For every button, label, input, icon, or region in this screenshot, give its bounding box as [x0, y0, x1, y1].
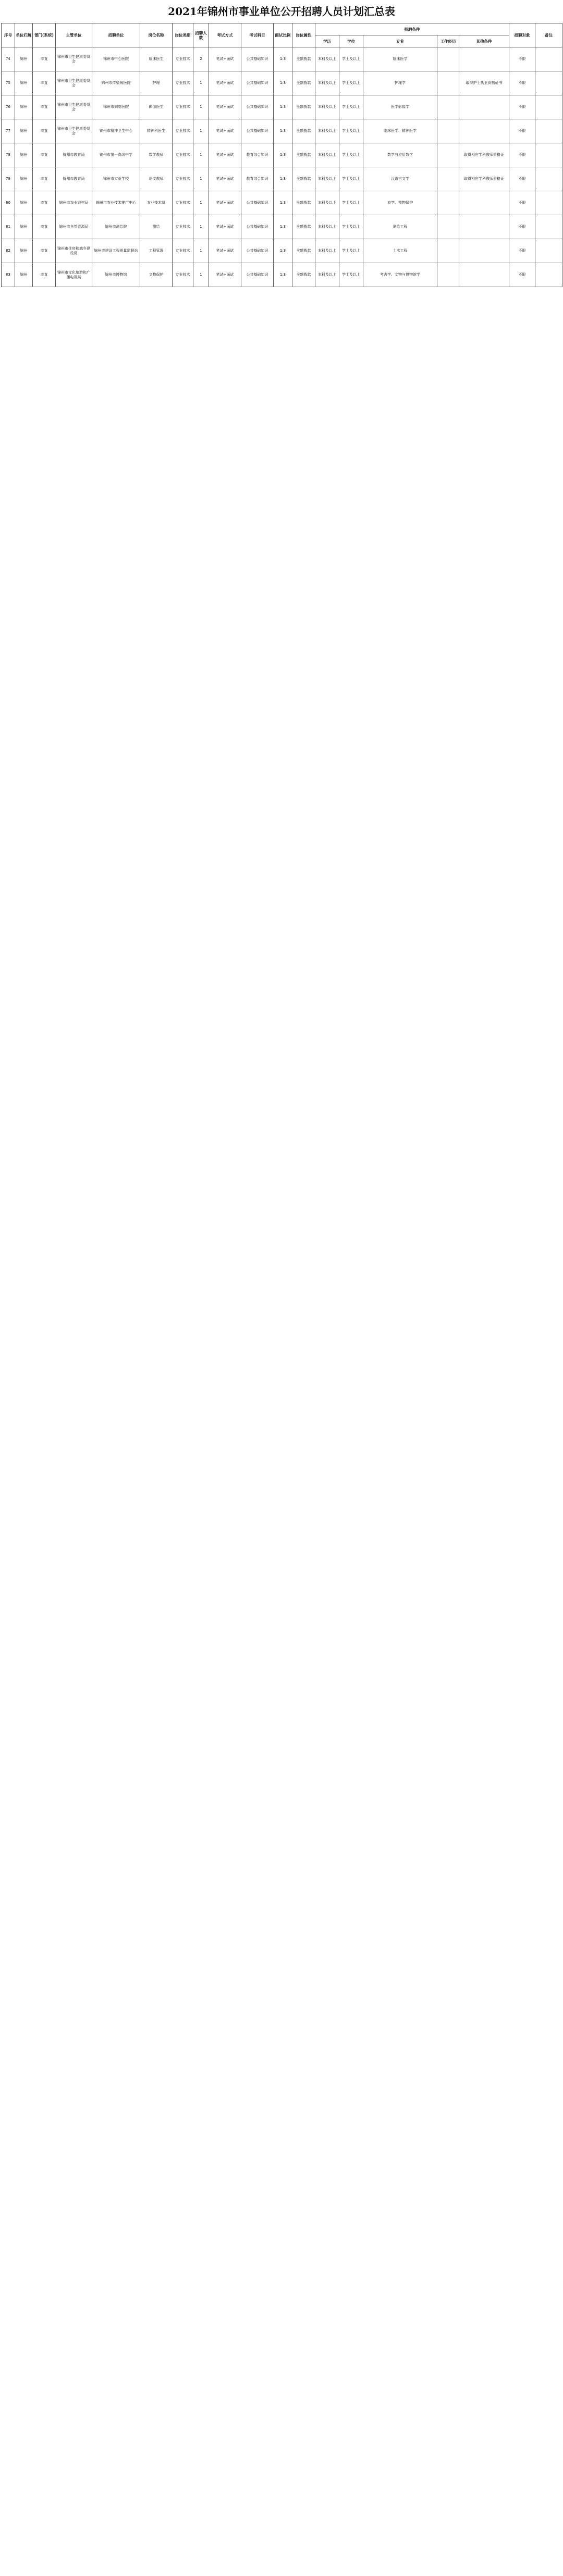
cell-exp: [437, 263, 459, 287]
header-dept: 主管单位: [56, 23, 92, 47]
cell-edu: 本科及以上: [315, 167, 339, 191]
cell-exp: [437, 215, 459, 239]
cell-num: 1: [193, 215, 209, 239]
cell-edu: 本科及以上: [315, 239, 339, 263]
table-row: [2, 215, 562, 239]
header-unit: 招聘单位: [92, 23, 140, 47]
cell-other: [459, 263, 509, 287]
cell-exp: [437, 167, 459, 191]
header-attr: 岗位属性: [292, 23, 315, 47]
cell-target: 不限: [509, 167, 535, 191]
cell-exp: [437, 191, 459, 215]
cell-system: 市直: [33, 95, 56, 119]
cell-edu: 本科及以上: [315, 47, 339, 71]
cell-exam: 笔试+面试: [209, 95, 241, 119]
cell-num: 1: [193, 191, 209, 215]
cell-num: 1: [193, 263, 209, 287]
cell-system: 市直: [33, 119, 56, 143]
cell-ratio: 1:3: [274, 263, 292, 287]
cell-system: 市直: [33, 71, 56, 95]
header-area: 单位归属: [15, 23, 33, 47]
cell-area: 锦州: [15, 95, 33, 119]
cell-degree: 学士及以上: [339, 239, 363, 263]
cell-major: 临床医学、精神医学: [363, 119, 437, 143]
cell-kind: 专业技术: [173, 95, 193, 119]
cell-exp: [437, 47, 459, 71]
table-row: [2, 119, 562, 143]
cell-note: [535, 191, 562, 215]
cell-subject: 教育综合知识: [241, 167, 274, 191]
cell-unit: 锦州市精神卫生中心: [92, 119, 140, 143]
cell-major: 测绘工程: [363, 215, 437, 239]
cell-ratio: 1:3: [274, 47, 292, 71]
cell-system: 市直: [33, 215, 56, 239]
cell-no: 76: [2, 95, 15, 119]
cell-area: 锦州: [15, 47, 33, 71]
cell-major: 汉语言文学: [363, 167, 437, 191]
cell-degree: 学士及以上: [339, 263, 363, 287]
table-row: [2, 191, 562, 215]
cell-subject: 公共基础知识: [241, 215, 274, 239]
cell-target: 不限: [509, 47, 535, 71]
cell-area: 锦州: [15, 263, 33, 287]
cell-system: 市直: [33, 47, 56, 71]
cell-subject: 公共基础知识: [241, 239, 274, 263]
cell-major: 考古学、文物与博物馆学: [363, 263, 437, 287]
cell-kind: 专业技术: [173, 143, 193, 167]
cell-degree: 学士及以上: [339, 47, 363, 71]
header-system: 部门(系统): [33, 23, 56, 47]
header-ratio: 面试比例: [274, 23, 292, 47]
cell-no: 74: [2, 47, 15, 71]
header-subject: 考试科目: [241, 23, 274, 47]
cell-kind: 专业技术: [173, 263, 193, 287]
cell-system: 市直: [33, 191, 56, 215]
cell-area: 锦州: [15, 239, 33, 263]
cell-no: 83: [2, 263, 15, 287]
cell-note: [535, 143, 562, 167]
cell-subject: 公共基础知识: [241, 263, 274, 287]
cell-post: 数学教师: [140, 143, 173, 167]
cell-num: 1: [193, 71, 209, 95]
cell-ratio: 1:3: [274, 215, 292, 239]
table-row: [2, 47, 562, 71]
cell-ratio: 1:3: [274, 239, 292, 263]
cell-other: 取得相应学科教师资格证: [459, 143, 509, 167]
cell-degree: 学士及以上: [339, 143, 363, 167]
table-row: [2, 263, 562, 287]
cell-degree: 学士及以上: [339, 95, 363, 119]
cell-dept: 锦州市自然资源局: [56, 215, 92, 239]
header-kind: 岗位类别: [173, 23, 193, 47]
cell-edu: 本科及以上: [315, 95, 339, 119]
cell-dept: 锦州市教育局: [56, 143, 92, 167]
cell-exam: 笔试+面试: [209, 47, 241, 71]
cell-area: 锦州: [15, 119, 33, 143]
page-title: 2021年锦州市事业单位公开招聘人员计划汇总表: [168, 5, 395, 18]
cell-unit: 锦州市第一高级中学: [92, 143, 140, 167]
cell-no: 77: [2, 119, 15, 143]
cell-exam: 笔试+面试: [209, 263, 241, 287]
cell-target: 不限: [509, 143, 535, 167]
cell-exam: 笔试+面试: [209, 167, 241, 191]
header-no: 序号: [2, 23, 15, 47]
cell-no: 82: [2, 239, 15, 263]
cell-major: 医学影像学: [363, 95, 437, 119]
cell-kind: 专业技术: [173, 215, 193, 239]
table-row: [2, 143, 562, 167]
cell-other: [459, 191, 509, 215]
cell-exp: [437, 71, 459, 95]
cell-num: 1: [193, 95, 209, 119]
cell-major: 农学、植物保护: [363, 191, 437, 215]
table-row: [2, 71, 562, 95]
cell-major: 护理学: [363, 71, 437, 95]
cell-dept: 锦州市住房和城乡建设局: [56, 239, 92, 263]
cell-edu: 本科及以上: [315, 191, 339, 215]
cell-edu: 本科及以上: [315, 143, 339, 167]
cell-attr: 全额拨款: [292, 167, 315, 191]
cell-note: [535, 71, 562, 95]
cell-post: 工程管理: [140, 239, 173, 263]
header-exp: 工作经历: [437, 35, 459, 47]
cell-major: 数学与应用数学: [363, 143, 437, 167]
cell-degree: 学士及以上: [339, 119, 363, 143]
cell-post: 临床医生: [140, 47, 173, 71]
cell-post: 影像医生: [140, 95, 173, 119]
cell-exam: 笔试+面试: [209, 191, 241, 215]
cell-no: 80: [2, 191, 15, 215]
cell-kind: 专业技术: [173, 71, 193, 95]
cell-exam: 笔试+面试: [209, 71, 241, 95]
cell-subject: 公共基础知识: [241, 71, 274, 95]
cell-dept: 锦州市卫生健康委员会: [56, 95, 92, 119]
header-target: 招聘对象: [509, 23, 535, 47]
cell-system: 市直: [33, 167, 56, 191]
cell-kind: 专业技术: [173, 191, 193, 215]
cell-edu: 本科及以上: [315, 263, 339, 287]
recruitment-table: [1, 23, 562, 287]
cell-subject: 公共基础知识: [241, 47, 274, 71]
cell-major: 临床医学: [363, 47, 437, 71]
cell-post: 精神科医生: [140, 119, 173, 143]
cell-subject: 公共基础知识: [241, 119, 274, 143]
cell-note: [535, 167, 562, 191]
header-conditions: 招聘条件: [315, 23, 509, 35]
cell-post: 护理: [140, 71, 173, 95]
header-post: 岗位名称: [140, 23, 173, 47]
cell-area: 锦州: [15, 143, 33, 167]
cell-num: 1: [193, 167, 209, 191]
cell-post: 语文教师: [140, 167, 173, 191]
cell-note: [535, 239, 562, 263]
cell-post: 农业技术员: [140, 191, 173, 215]
cell-num: 2: [193, 47, 209, 71]
cell-no: 75: [2, 71, 15, 95]
cell-post: 文物保护: [140, 263, 173, 287]
cell-target: 不限: [509, 239, 535, 263]
cell-other: 取得相应学科教师资格证: [459, 167, 509, 191]
cell-note: [535, 215, 562, 239]
cell-area: 锦州: [15, 167, 33, 191]
header-other: 其他条件: [459, 35, 509, 47]
cell-dept: 锦州市卫生健康委员会: [56, 71, 92, 95]
cell-major: 土木工程: [363, 239, 437, 263]
cell-note: [535, 263, 562, 287]
cell-no: 78: [2, 143, 15, 167]
cell-edu: 本科及以上: [315, 119, 339, 143]
header-degree: 学位: [339, 35, 363, 47]
cell-kind: 专业技术: [173, 167, 193, 191]
cell-unit: 锦州市测绘院: [92, 215, 140, 239]
cell-other: [459, 119, 509, 143]
cell-attr: 全额拨款: [292, 143, 315, 167]
cell-dept: 锦州市卫生健康委员会: [56, 47, 92, 71]
cell-area: 锦州: [15, 71, 33, 95]
cell-exam: 笔试+面试: [209, 215, 241, 239]
cell-ratio: 1:3: [274, 143, 292, 167]
cell-target: 不限: [509, 215, 535, 239]
cell-edu: 本科及以上: [315, 215, 339, 239]
cell-subject: 公共基础知识: [241, 95, 274, 119]
cell-area: 锦州: [15, 191, 33, 215]
header-num: 招聘人数: [193, 23, 209, 47]
cell-attr: 全额拨款: [292, 47, 315, 71]
cell-dept: 锦州市文化旅游和广播电视局: [56, 263, 92, 287]
table-row: [2, 95, 562, 119]
cell-target: 不限: [509, 95, 535, 119]
cell-exp: [437, 239, 459, 263]
cell-target: 不限: [509, 71, 535, 95]
cell-num: 1: [193, 119, 209, 143]
header-note: 备注: [535, 23, 562, 47]
cell-note: [535, 95, 562, 119]
cell-ratio: 1:3: [274, 71, 292, 95]
header-major: 专业: [363, 35, 437, 47]
cell-unit: 锦州市传染病医院: [92, 71, 140, 95]
table-row: [2, 239, 562, 263]
cell-other: [459, 215, 509, 239]
cell-exp: [437, 119, 459, 143]
cell-num: 1: [193, 239, 209, 263]
cell-ratio: 1:3: [274, 191, 292, 215]
cell-unit: 锦州市农业技术推广中心: [92, 191, 140, 215]
cell-unit: 锦州市建设工程质量监督站: [92, 239, 140, 263]
cell-system: 市直: [33, 263, 56, 287]
cell-exam: 笔试+面试: [209, 239, 241, 263]
cell-attr: 全额拨款: [292, 239, 315, 263]
cell-ratio: 1:3: [274, 119, 292, 143]
cell-other: [459, 47, 509, 71]
cell-target: 不限: [509, 191, 535, 215]
cell-other: [459, 95, 509, 119]
cell-note: [535, 47, 562, 71]
cell-system: 市直: [33, 143, 56, 167]
cell-ratio: 1:3: [274, 167, 292, 191]
cell-exp: [437, 95, 459, 119]
cell-unit: 锦州市博物馆: [92, 263, 140, 287]
cell-exam: 笔试+面试: [209, 119, 241, 143]
cell-attr: 全额拨款: [292, 263, 315, 287]
header-exam: 考试方式: [209, 23, 241, 47]
cell-unit: 锦州市妇婴医院: [92, 95, 140, 119]
cell-attr: 全额拨款: [292, 71, 315, 95]
cell-attr: 全额拨款: [292, 215, 315, 239]
cell-system: 市直: [33, 239, 56, 263]
cell-dept: 锦州市教育局: [56, 167, 92, 191]
cell-area: 锦州: [15, 215, 33, 239]
cell-kind: 专业技术: [173, 47, 193, 71]
cell-ratio: 1:3: [274, 95, 292, 119]
cell-attr: 全额拨款: [292, 95, 315, 119]
cell-exp: [437, 143, 459, 167]
cell-target: 不限: [509, 119, 535, 143]
cell-kind: 专业技术: [173, 239, 193, 263]
cell-unit: 锦州市实验学校: [92, 167, 140, 191]
cell-other: 取得护士执业资格证书: [459, 71, 509, 95]
header-edu: 学历: [315, 35, 339, 47]
cell-kind: 专业技术: [173, 119, 193, 143]
cell-edu: 本科及以上: [315, 71, 339, 95]
cell-degree: 学士及以上: [339, 191, 363, 215]
cell-no: 81: [2, 215, 15, 239]
cell-dept: 锦州市农业农村局: [56, 191, 92, 215]
cell-dept: 锦州市卫生健康委员会: [56, 119, 92, 143]
cell-no: 79: [2, 167, 15, 191]
table-row: [2, 167, 562, 191]
cell-target: 不限: [509, 263, 535, 287]
cell-subject: 公共基础知识: [241, 191, 274, 215]
cell-num: 1: [193, 143, 209, 167]
cell-post: 测绘: [140, 215, 173, 239]
cell-degree: 学士及以上: [339, 215, 363, 239]
cell-attr: 全额拨款: [292, 119, 315, 143]
cell-degree: 学士及以上: [339, 167, 363, 191]
cell-attr: 全额拨款: [292, 191, 315, 215]
cell-degree: 学士及以上: [339, 71, 363, 95]
cell-unit: 锦州市中心医院: [92, 47, 140, 71]
cell-exam: 笔试+面试: [209, 143, 241, 167]
cell-note: [535, 119, 562, 143]
cell-subject: 教育综合知识: [241, 143, 274, 167]
cell-other: [459, 239, 509, 263]
